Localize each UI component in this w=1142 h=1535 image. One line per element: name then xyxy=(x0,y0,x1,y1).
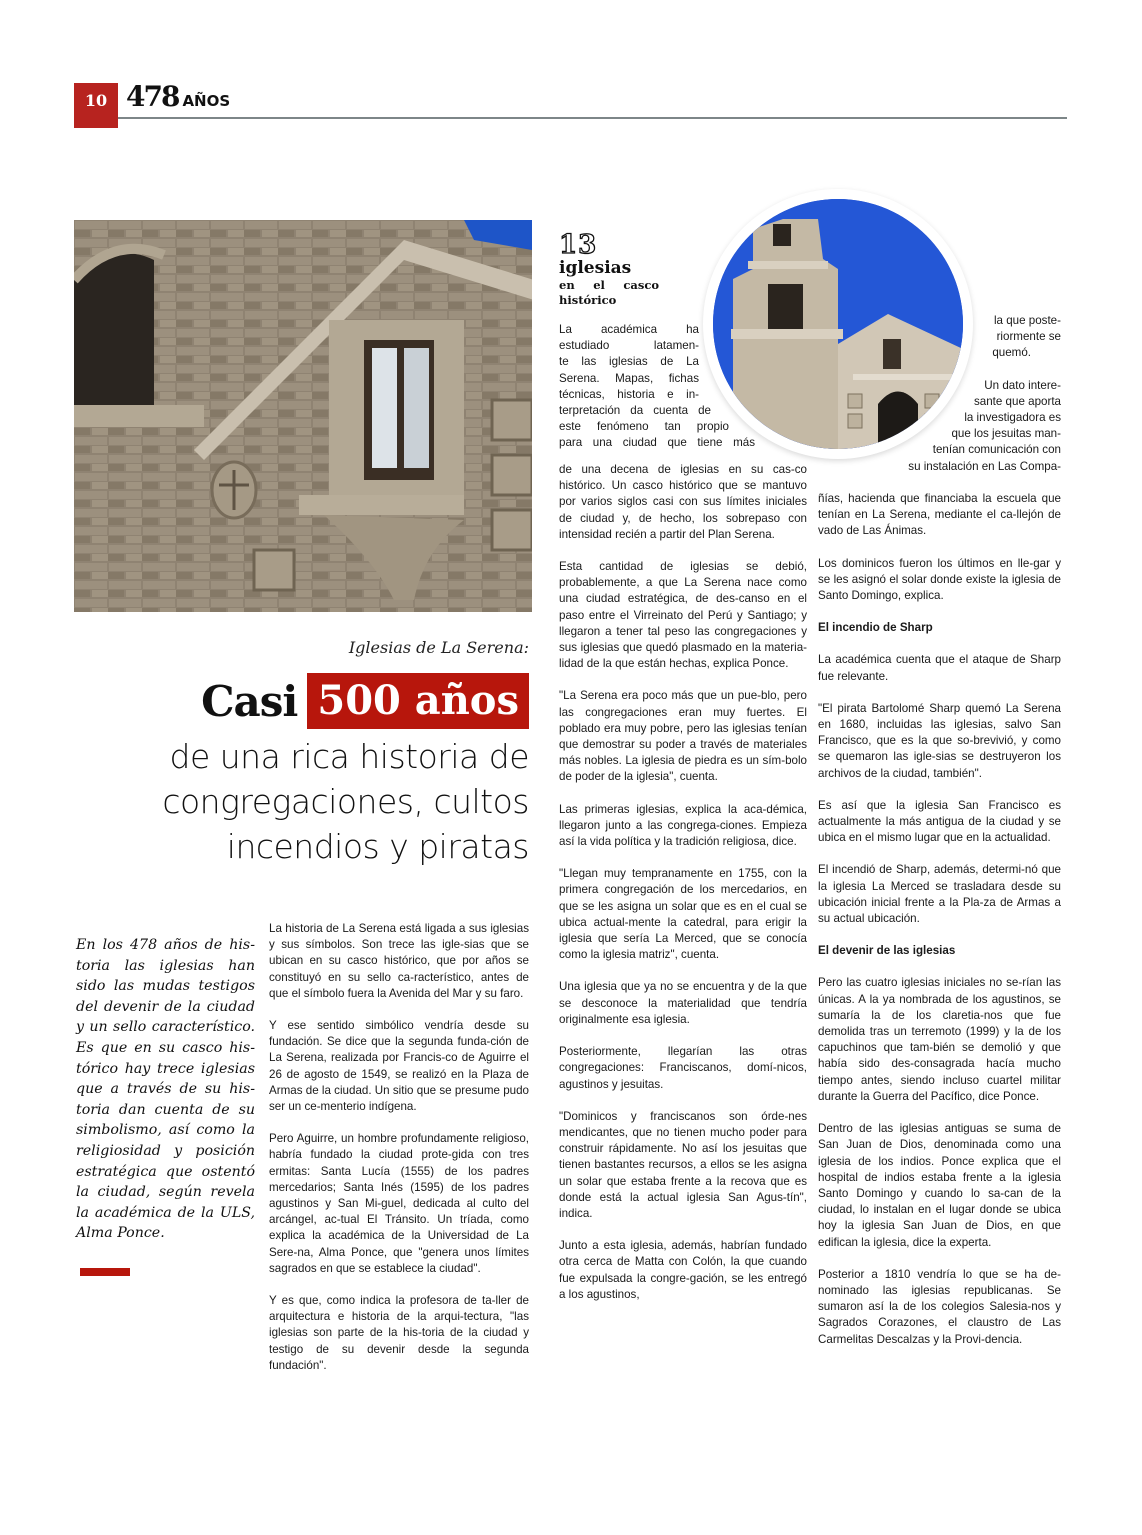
wrap-line: tenían comunicación con xyxy=(932,443,1061,457)
headline xyxy=(201,672,529,730)
intro-accent-bar xyxy=(80,1268,130,1276)
headline-lead: Casi xyxy=(201,676,298,726)
wrap-line: La académica ha xyxy=(559,323,699,336)
wrap-line: técnicas, historia e in- xyxy=(559,387,699,401)
stat-word: iglesias xyxy=(559,258,632,278)
body-column-1 xyxy=(269,921,529,1390)
wrap-line: que los jesuitas man- xyxy=(951,427,1061,441)
wrap-line: para una ciudad que tiene más xyxy=(559,436,755,450)
body-paragraph: "El pirata Bartolomé Sharp quemó La Serena en 1680, incluidas las iglesias, salvo San Francisco, que es la que so-brevivió, y como se quemaron las igle-sias se destruyeron los archivos de la ciudad, también". xyxy=(818,701,1061,780)
wrap-line: estudiado latamen- xyxy=(559,339,699,353)
body-paragraph: Junto a esta iglesia, además, habrían fundado otra cerca de Matta con Colón, la que cuando fue expulsada la congre-gación, se les entregó a los agustinos, xyxy=(559,1239,807,1301)
body-paragraph: de una decena de iglesias en su cas-co histórico. Un casco histórico que se mantuvo por varios siglos casi con sus límites iniciales de ciudad y, de hecho, los sobrepaso con intensidad recién a partir del Plan Serena. xyxy=(559,463,807,541)
wrap-line: su instalación en Las Compa- xyxy=(908,459,1061,473)
brand-text: AÑOS xyxy=(182,92,231,110)
headline-subline: incendios y piratas xyxy=(226,827,529,866)
section-heading: El incendio de Sharp xyxy=(818,621,933,635)
wrap-line: sante que aporta xyxy=(973,394,1061,408)
body-column-3 xyxy=(818,491,1061,1364)
body-paragraph: La historia de La Serena está ligada a sus iglesias y sus símbolos. Son trece las igle-sias que se ubican en su casco histórico, que por años se constituyó en su sello ca-racterístico, antes de que el símbolo fuera la Avenida del Mar y su faro. xyxy=(269,922,529,1000)
headline-highlight: 500 años xyxy=(307,673,529,729)
body-paragraph: Es así que la iglesia San Francisco es actualmente la más antigua de la ciudad y se ubica en el mismo lugar que en la actualidad. xyxy=(818,798,1061,845)
page-number: 10 xyxy=(74,83,118,128)
body-paragraph: Pero las cuatro iglesias iniciales no se-rían las únicas. A la ya nombrada de los agustinos, se sumaría la de los claretia-nos que fue demolida tras un terremoto (1999) y la de los capuchinos que tam-bién se demolió y que había sido des-consagrada hacía mucho tiempo antes, siendo incluso cuartel militar durante la Guerra del Pacífico, dice Ponce. xyxy=(818,976,1061,1103)
body-column-3-top xyxy=(818,313,1061,475)
brand-number: 478 xyxy=(126,80,179,113)
body-paragraph: Esta cantidad de iglesias se debió, probablemente, a que La Serena nace como una ciudad estratégica, de des-canso en el paso entre el Virreinato del Perú y Santiago; y llegaron a tener tal peso las congregaciones y sus iglesias que quedó plasmado en la materia-lidad de la que están hechas, explica Ponce. xyxy=(559,560,807,671)
section-brand xyxy=(126,80,230,120)
body-column-2 xyxy=(559,462,807,1319)
body-paragraph: Y es que, como indica la profesora de ta-ller de arquitectura e historia de la arqui-tectura, "las iglesias son parte de la his-toria de la ciudad y testigo de su devenir desde la segunda fundación". xyxy=(269,1294,529,1372)
wrap-line: quemó. xyxy=(992,346,1031,360)
intro-paragraph: En los 478 años de his-toria las iglesias han sido las mudas testigos del devenir de la ciudad y un sello característico. Es que en su casco his-tórico hay trece iglesias que a través de su his-toria dan cuenta de su simbolismo, así como la religiosidad y posición estratégica que ostentó la ciudad, según revela la académica de la ULS, Alma Ponce. xyxy=(76,937,255,1242)
headline-kicker: Iglesias de La Serena: xyxy=(348,638,529,657)
headline-subline: congregaciones, cultos xyxy=(162,782,529,821)
body-paragraph: Los dominicos fueron los últimos en lle-gar y se les asignó el solar donde existe la iglesia de Santo Domingo, explica. xyxy=(818,556,1061,603)
body-paragraph: ñías, hacienda que financiaba la escuela que tenían en La Serena, mediante el ca-llejón de vado de Las Ánimas. xyxy=(818,492,1061,538)
wrap-line: Serena. Mapas, fichas xyxy=(559,371,699,385)
body-paragraph: Y ese sentido simbólico vendría desde su fundación. Se dice que la segunda funda-ción de La Serena, realizada por Francis-co de Aguirre el 26 de agosto de 1549, se realizó en la Plaza de Armas de la ciudad. Un sitio que se presume pudo ser un ce-menterio indígena. xyxy=(269,1019,529,1114)
body-paragraph: El incendió de Sharp, además, determi-nó que la iglesia La Merced se trasladara desde su ubicación inicial frente a la Pla-za de Armas a su actual ubicación. xyxy=(818,863,1061,926)
wrap-line: la investigadora es xyxy=(964,411,1061,425)
stat-description: en el casco histórico xyxy=(559,278,659,307)
church-facade-illustration xyxy=(74,220,532,612)
body-paragraph: Posteriormente, llegarían las otras congregaciones: Franciscanos, domí-nicos, agustinos y jesuitas. xyxy=(559,1045,807,1091)
header-rule xyxy=(118,117,1067,119)
wrap-line: terpretación da cuenta de xyxy=(559,404,711,418)
body-paragraph: Una iglesia que ya no se encuentra y de la que se desconoce la materialidad que tendría originalmente esa iglesia. xyxy=(559,980,807,1026)
body-paragraph: La académica cuenta que el ataque de Sharp fue relevante. xyxy=(818,653,1061,683)
wrap-line: riormente se xyxy=(996,330,1061,344)
body-column-2-top xyxy=(559,232,807,452)
body-paragraph: "Dominicos y franciscanos son órde-nes mendicantes, que no tienen mucho poder para construir rápidamente. No así los jesuitas que tienen bastantes recursos, a ellos se les asigna un solar que estaba frente a la recova que es donde está la actual iglesia San Agus-tín", indica. xyxy=(559,1109,807,1220)
wrap-line: te las iglesias de La xyxy=(559,355,699,369)
wrap-line: la que poste- xyxy=(993,314,1061,327)
body-paragraph: Posterior a 1810 vendría lo que se ha de-nominado las iglesias republicanas. Se sumaron así la de los colegios Salesia-nos y Sagrados Corazones, el claustro de Las Carmelitas Descalzas y la Provi-dencia. xyxy=(818,1267,1061,1346)
church-facade-photo xyxy=(74,220,532,612)
headline-subline: de una rica historia de xyxy=(169,737,529,776)
body-paragraph: Dentro de las iglesias antiguas se suma de San Juan de Dios, denominada como una iglesia de los indios. Ponce explica que el hospital de indios estaba frente a la iglesia Santo Domingo y cuando lo sa-can de la ciudad, lo instalan en el lugar donde se ubica hoy la iglesia San Juan de Dios, en que edifican la iglesia, dice la experta. xyxy=(818,1122,1061,1249)
body-paragraph: Pero Aguirre, un hombre profundamente religioso, habría fundado la ciudad prote-gida con tres ermitas: Santa Lucía (1555) de los padres mercedarios; Santa Inés (1595) de los padres agustinos y San Mi-guel, dedicada al culto del arcángel, ac-tual El Tránsito. Un tríada, como explica la académica de la Universidad de La Sere-na, Alma Ponce, que "genera unos límites sagrados en que se establece la ciudad". xyxy=(269,1132,529,1275)
body-paragraph: Las primeras iglesias, explica la aca-démica, llegaron junto a las congrega-ciones. Empieza así la vida política y la tradición religiosa, dice. xyxy=(559,802,807,849)
body-paragraph: "Llegan muy tempranamente en 1755, con la primera congregación de los mercedarios, en que se les asigna un solar que es en el cual se ubica actual-mente la catedral, para erigir la iglesia que sería La Merced, que se conocía como la iglesia matriz", cuenta. xyxy=(559,867,807,962)
section-heading: El devenir de las iglesias xyxy=(818,944,956,958)
stat-number: 13 xyxy=(559,230,598,260)
body-paragraph: "La Serena era poco más que un pue-blo, pero las congregaciones eran muy fuertes. El poblado era muy pobre, pero las iglesias tenían que demostrar su poder a través de materiales más nobles. La iglesia de piedra es un sím-bolo de poder de la iglesia", cuenta. xyxy=(559,689,807,784)
wrap-line: Un dato intere- xyxy=(984,378,1061,392)
wrap-line: este fenómeno tan propio xyxy=(559,420,729,434)
